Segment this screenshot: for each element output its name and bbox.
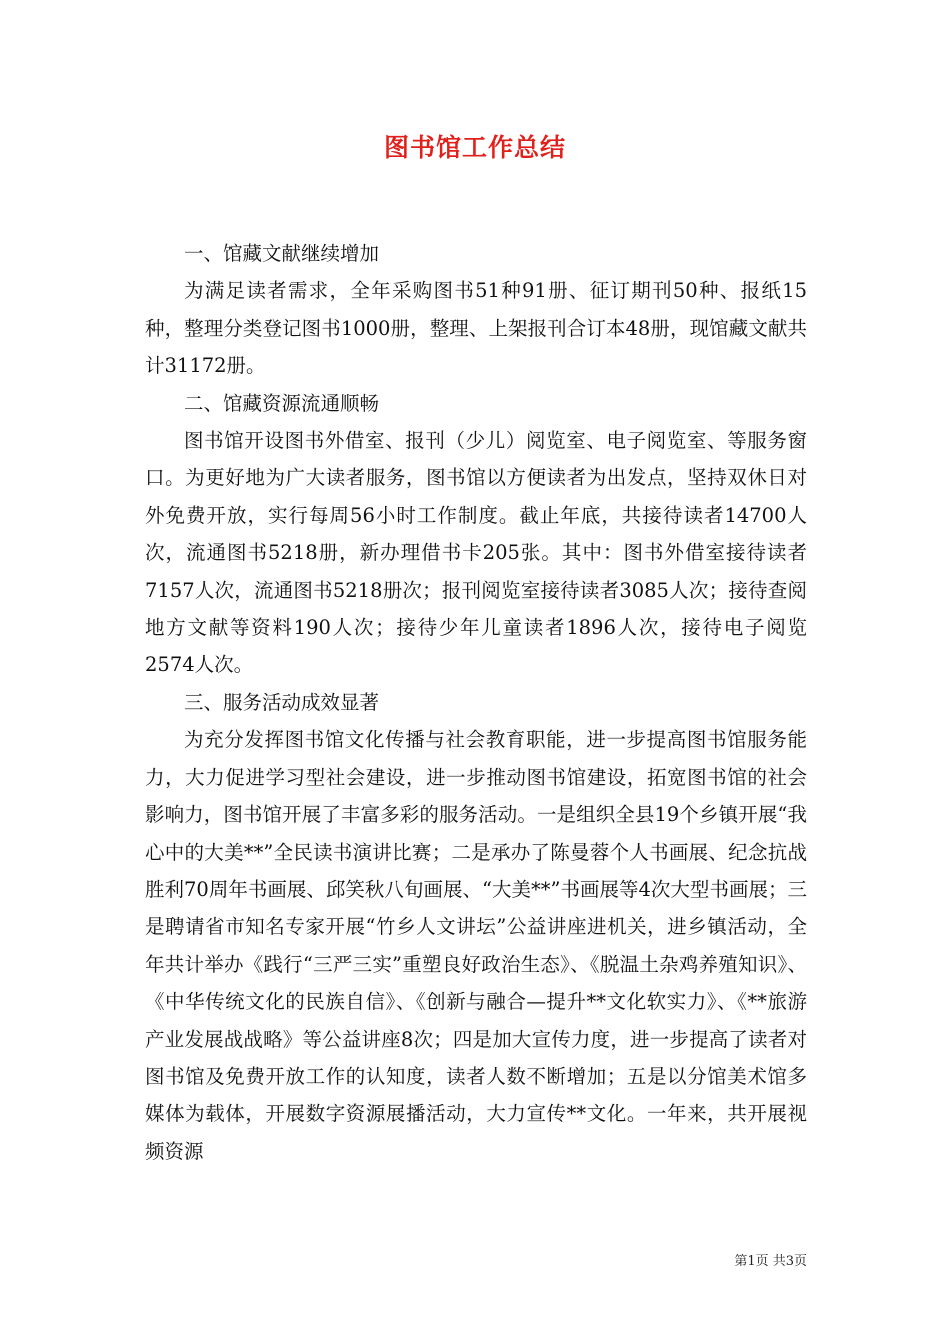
section-paragraph-3: 为充分发挥图书馆文化传播与社会教育职能，进一步提高图书馆服务能力，大力促进学习型社会建设，进一步推动图书馆建设，拓宽图书馆的社会影响力，图书馆开展了丰富多彩的服务活动。一是组织全县19个乡镇开展“我心中的大美**”全民读书演讲比赛；二是承办了陈曼蓉个人书画展、纪念抗战胜利70周年书画展、邱笑秋八旬画展、“大美**”书画展等4次大型书画展；三是聘请省市知名专家开展“竹乡人文讲坛”公益讲座进机关，进乡镇活动，全年共计举办《践行“三严三实”重塑良好政治生态》、《脱温土杂鸡养殖知识》、《中华传统文化的民族自信》、《创新与融合—提升**文化软实力》、《**旅游产业发展战战略》等公益讲座8次；四是加大宣传力度，进一步提高了读者对图书馆及免费开放工作的认知度，读者人数不断增加；五是以分馆美术馆多媒体为载体，开展数字资源展播活动，大力宣传**文化。一年来，共开展视频资源 [145,728,807,1163]
section-paragraph-2: 图书馆开设图书外借室、报刊（少儿）阅览室、电子阅览室、等服务窗口。为更好地为广大读者服务，图书馆以方便读者为出发点，坚持双休日对外免费开放，实行每周56小时工作制度。截止年底，共接待读者14700人次，流通图书5218册，新办理借书卡205张。其中：图书外借室接待读者7157人次，流通图书5218册次；报刊阅览室接待读者3085人次；接待查阅地方文献等资料190人次；接待少年儿童读者1896人次，接待电子阅览2574人次。 [145,429,807,677]
section-paragraph-1: 为满足读者需求，全年采购图书51种91册、征订期刊50种、报纸15种，整理分类登记图书1000册，整理、上架报刊合订本48册，现馆藏文献共计31172册。 [145,279,807,378]
page-footer: 第1页 共3页 [734,1254,807,1269]
document-title: 图书馆工作总结 [383,133,566,162]
document-body [145,235,807,1170]
section-heading-2: 二、馆藏资源流通顺畅 [184,391,380,415]
section-heading-1: 一、馆藏文献继续增加 [184,242,380,265]
section-heading-3: 三、服务活动成效显著 [184,690,380,714]
